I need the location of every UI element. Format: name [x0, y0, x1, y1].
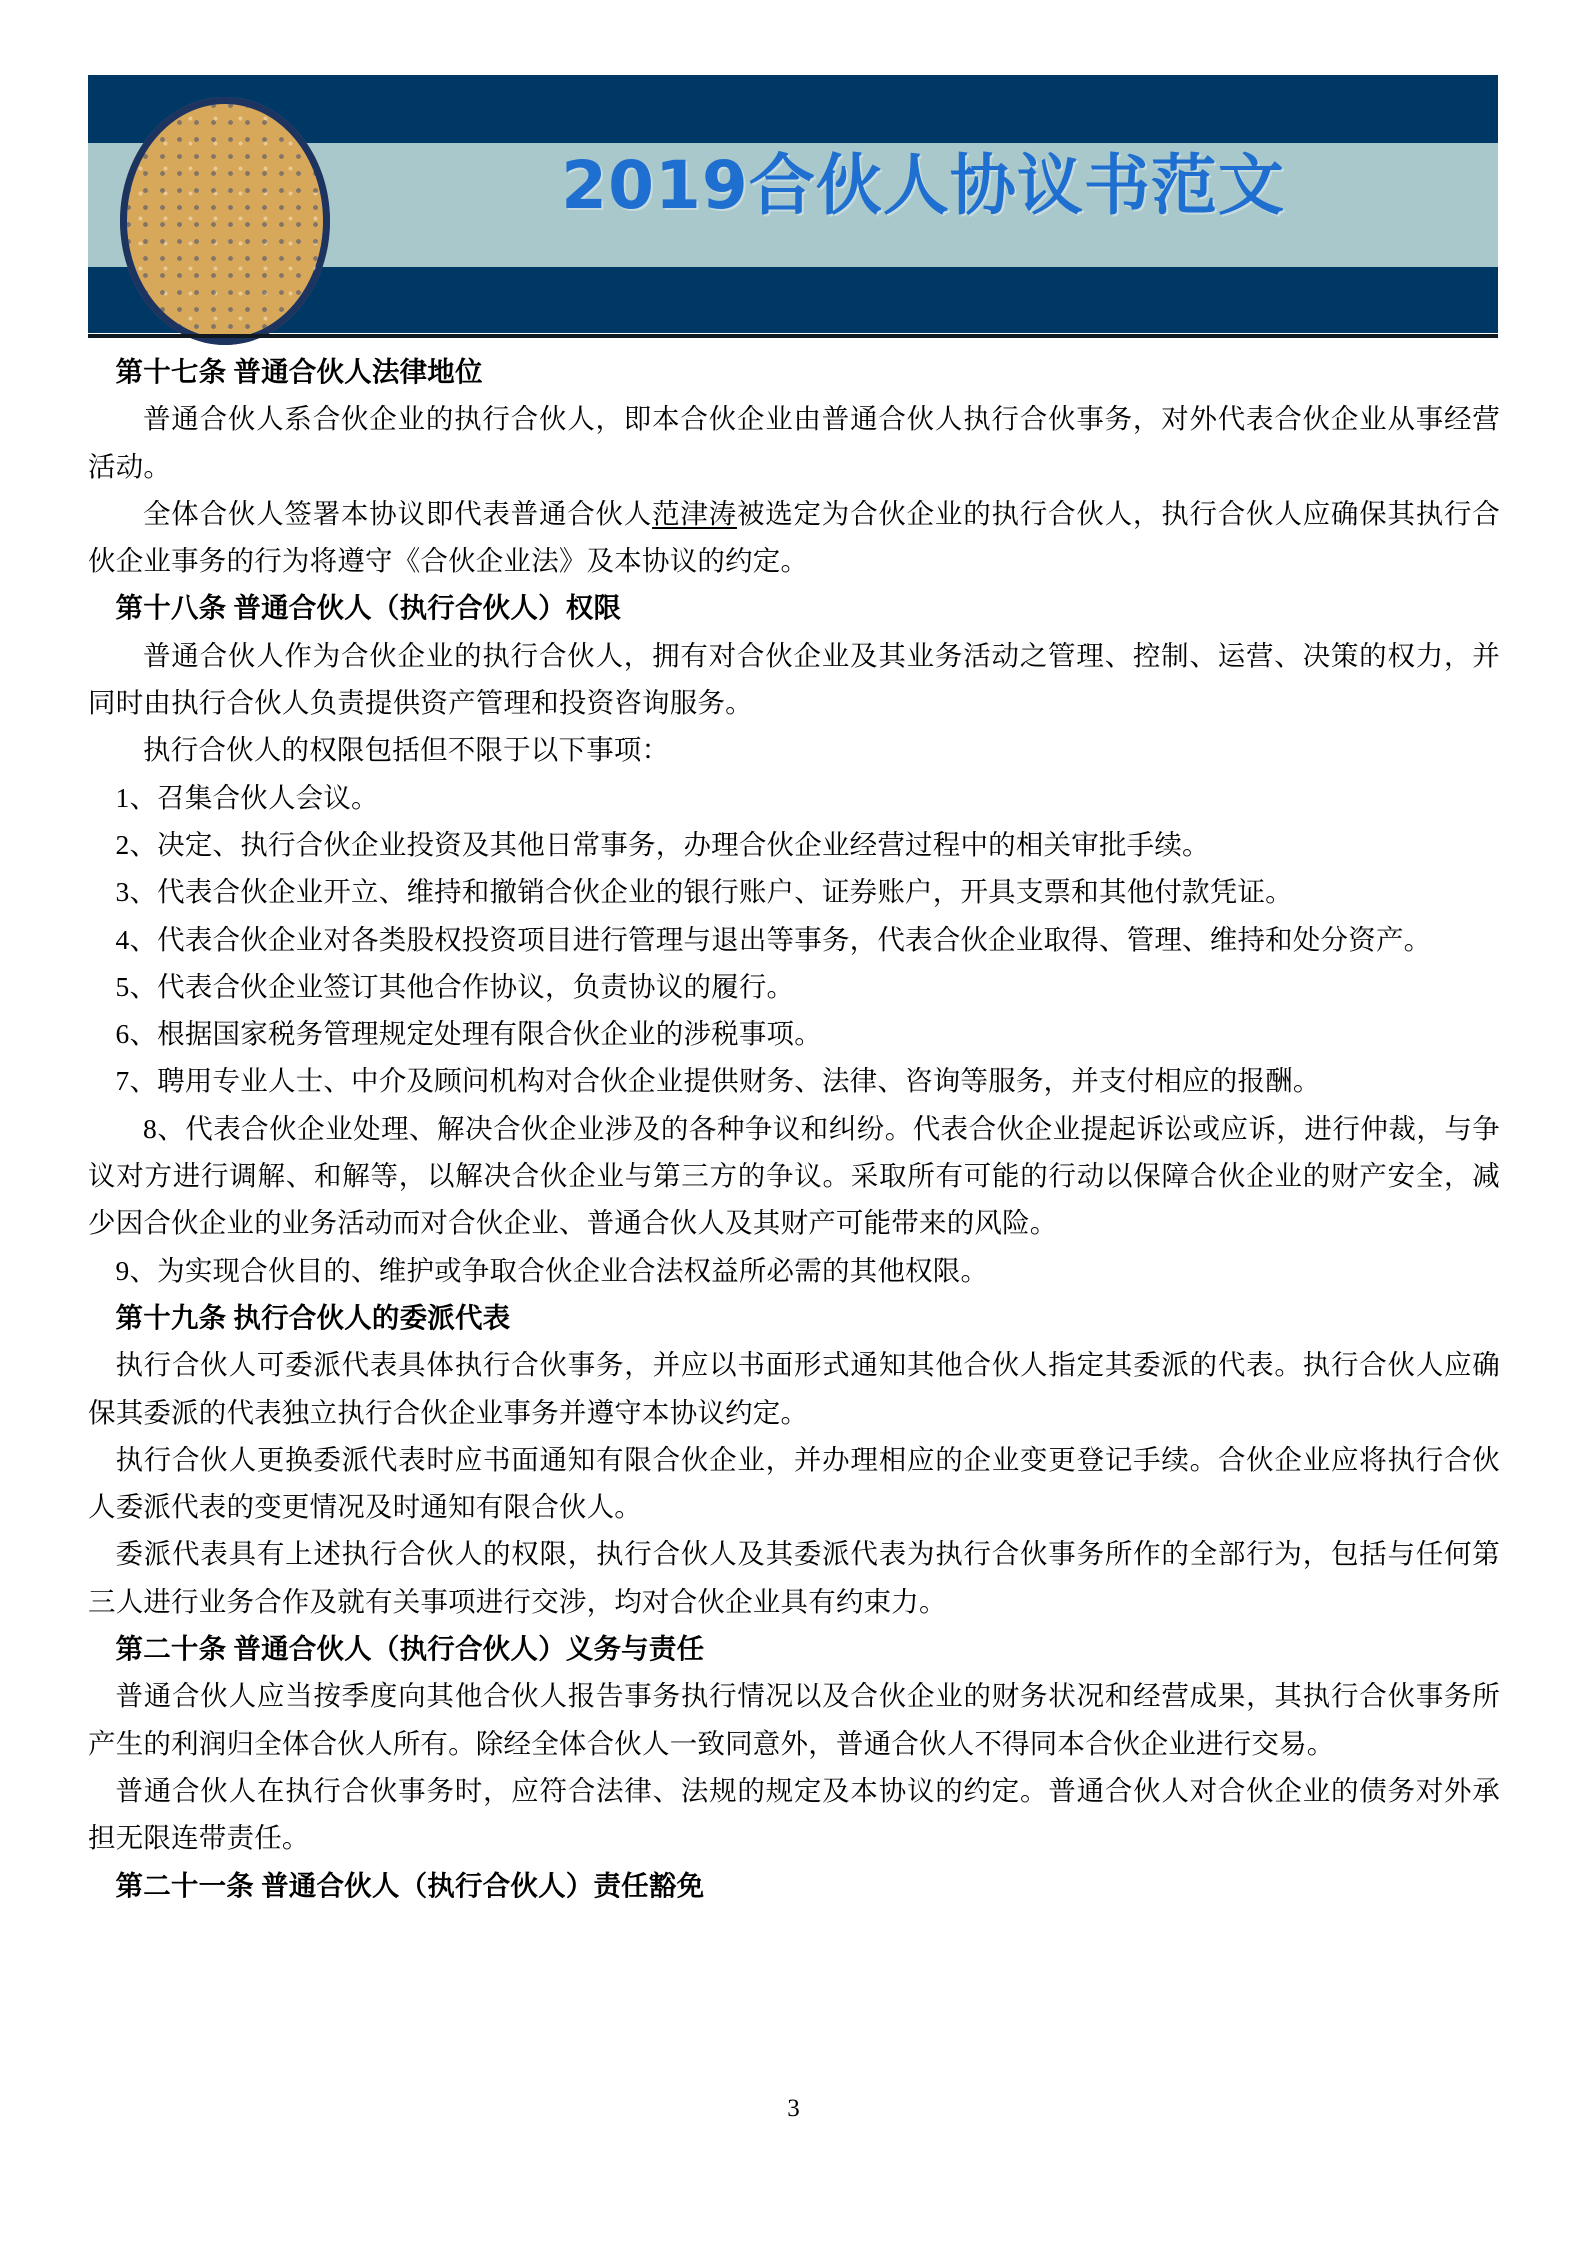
list-item-8: 8、代表合伙企业处理、解决合伙企业涉及的各种争议和纠纷。代表合伙企业提起诉讼或应诉，进行仲裁，与争议对方进行调解、和解等，以解决合伙企业与第三方的争议。采取所有可能的行动以保障合伙企业的财产安全，减少因合伙企业的业务活动而对合伙企业、普通合伙人及其财产可能带来的风险。	[88, 1112, 1500, 1239]
list-item-4: 4、代表合伙企业对各类股权投资项目进行管理与退出等事务，代表合伙企业取得、管理、维持和处分资产。	[115, 923, 1432, 955]
banner-title: 2019合伙人协议书范文	[561, 147, 1285, 224]
section-heading-20: 第二十条 普通合伙人（执行合伙人）义务与责任	[115, 1633, 705, 1665]
list-item-2: 2、决定、执行合伙企业投资及其他日常事务，办理合伙企业经营过程中的相关审批手续。	[115, 828, 1210, 860]
list-item-7: 7、聘用专业人士、中介及顾问机构对合伙企业提供财务、法律、咨询等服务，并支付相应的报酬。	[115, 1065, 1321, 1097]
paragraph-19-3: 委派代表具有上述执行合伙人的权限，执行合伙人及其委派代表为执行合伙事务所作的全部行为，包括与任何第三人进行业务合作及就有关事项进行交涉，均对合伙企业具有约束力。	[88, 1538, 1500, 1617]
paragraph-17-2	[88, 490, 1500, 585]
list-item-1: 1、召集合伙人会议。	[115, 781, 379, 813]
paragraph-17-1: 普通合伙人系合伙企业的执行合伙人，即本合伙企业由普通合伙人执行合伙事务，对外代表合伙企业从事经营活动。	[88, 403, 1500, 482]
paragraph-20-2: 普通合伙人在执行合伙事务时，应符合法律、法规的规定及本协议的约定。普通合伙人对合伙企业的债务对外承担无限连带责任。	[88, 1774, 1500, 1854]
paragraph-19-1: 执行合伙人可委派代表具体执行合伙事务，并应以书面形式通知其他合伙人指定其委派的代表。执行合伙人应确保其委派的代表独立执行合伙企业事务并遵守本协议约定。	[88, 1349, 1500, 1428]
section-heading-21: 第二十一条 普通合伙人（执行合伙人）责任豁免	[115, 1869, 705, 1901]
section-heading-19: 第十九条 执行合伙人的委派代表	[115, 1301, 511, 1333]
list-item-9: 9、为实现合伙目的、维护或争取合伙企业合法权益所必需的其他权限。	[115, 1254, 989, 1286]
paragraph-17-2-after: 被选定为合伙企业的执行合伙人，执行合伙人应确保其执行合伙企业事务的行为将遵守《合伙企业法》及本协议的约定。	[88, 497, 1500, 577]
list-item-3: 3、代表合伙企业开立、维持和撤销合伙企业的银行账户、证券账户，开具支票和其他付款凭证。	[115, 876, 1293, 908]
page-number: 3	[787, 2095, 800, 2122]
paragraph-17-2-before: 全体合伙人签署本协议即代表普通合伙人	[143, 497, 653, 529]
paragraph-18-2: 执行合伙人的权限包括但不限于以下事项：	[143, 734, 670, 766]
paragraph-18-1: 普通合伙人作为合伙企业的执行合伙人，拥有对合伙企业及其业务活动之管理、控制、运营、决策的权力，并同时由执行合伙人负责提供资产管理和投资咨询服务。	[88, 639, 1500, 719]
floral-medallion-icon	[120, 97, 330, 345]
list-item-5: 5、代表合伙企业签订其他合作协议，负责协议的履行。	[115, 970, 795, 1002]
paragraph-20-1: 普通合伙人应当按季度向其他合伙人报告事务执行情况以及合伙企业的财务状况和经营成果，其执行合伙事务所产生的利润归全体合伙人所有。除经全体合伙人一致同意外，普通合伙人不得同本合伙企业进行交易。	[88, 1680, 1500, 1759]
executing-partner-name-blank[interactable]: 范津涛	[652, 497, 737, 529]
section-heading-18: 第十八条 普通合伙人（执行合伙人）权限	[115, 592, 622, 624]
document-body	[88, 348, 1500, 1909]
medallion-ring	[120, 97, 330, 345]
title-banner	[88, 75, 1498, 333]
banner-bottom-rule	[88, 334, 1498, 338]
list-item-6: 6、根据国家税务管理规定处理有限合伙企业的涉税事项。	[115, 1018, 822, 1050]
section-heading-17: 第十七条 普通合伙人法律地位	[115, 356, 483, 387]
paragraph-19-2: 执行合伙人更换委派代表时应书面通知有限合伙企业，并办理相应的企业变更登记手续。合伙企业应将执行合伙人委派代表的变更情况及时通知有限合伙人。	[88, 1443, 1500, 1523]
